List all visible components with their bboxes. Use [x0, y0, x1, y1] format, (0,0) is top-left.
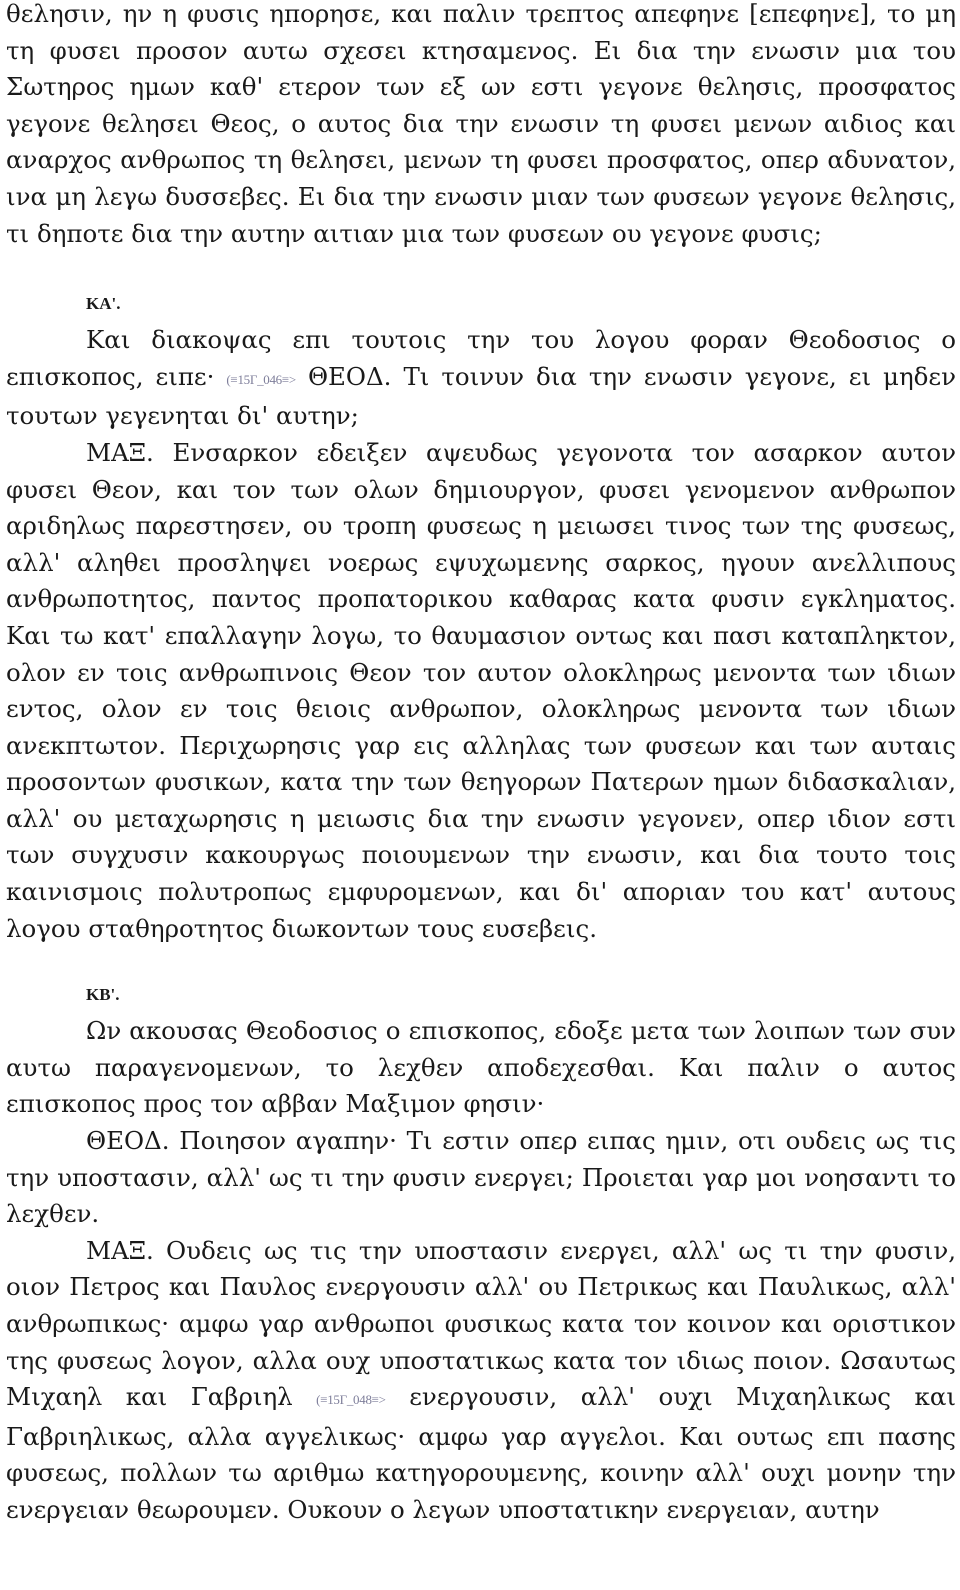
page-marker: (≡15Γ_046≡>	[226, 371, 296, 387]
page-marker: (≡15Γ_048≡>	[316, 1392, 386, 1408]
paragraph-theodosius-accepts: Ων ακουσας Θεοδοσιος ο επισκοπος, εδοξε μετα των λοιπων των συν αυτω παραγενομενων, το λεχθεν αποδεχεσθαι. Και παλιν ο αυτος επισκοπος προς τον αββαν Μαξιμον φησιν·	[6, 1016, 956, 1119]
paragraph-theodosius-asks: ΘΕΟΔ. Ποιησον αγαπην· Τι εστιν οπερ ειπας ημιν, οτι ουδεις ως τις την υποστασιν, αλλ' ως τι την φυσιν ενεργει; Προιεται γαρ μοι νοησαντι το λεχθεν.	[6, 1126, 956, 1229]
paragraph-continuation: θελησιν, ην η φυσις ηπορησε, και παλιν τρεπτος απεφηνε [επεφηνε], το μη τη φυσει προσον αυτω σχεσει κτησαμενος. Ει δια την ενωσιν μια του Σωτηρος ημων καθ' ετερον των εξ ων εστι γεγονε θελησις, προσφατος γεγονε θελησει Θεος, ο αυτος δια την ενωσιν τη φυσει μενων αιδιος και αναρχος ανθρωπος τη θελησει, μενων τη φυσει προσφατος, οπερ αδυνατον, ινα μη λεγω δυσσεβες. Ει δια την ενωσιν μιαν των φυσεων γεγονε θελησις, τι δηποτε δια την αυτην αιτιαν μια των φυσεων ου γεγονε φυσις;	[6, 0, 956, 248]
section-heading-kb: ΚΒ'.	[86, 985, 120, 1005]
paragraph-text: Και διακοψας επι τουτοις την του λογου φοραν Θεοδοσιος ο επισκοπος, ειπε·	[6, 325, 956, 391]
paragraph-text: ενεργουσιν, αλλ' ουχι Μιχαηλικως και Γαβριηλικως, αλλα αγγελικως· αμφω γαρ αγγελοι. Και ουτως επι πασης φυσεως, πολλων τω αριθμω κατηγορουμενης, κοινην αλλ' ουχι μονην την ενεργειαν θεωρουμεν. Ουκουν ο λεγων υποστατικην ενεργειαν, αυτην	[6, 1382, 956, 1524]
section-spacer	[6, 947, 956, 977]
section-spacer	[6, 252, 956, 286]
paragraph-maximus-reply: ΜΑΞ. Ενσαρκον εδειξεν αψευδως γεγονοτα τον ασαρκον αυτον φυσει Θεον, και τον των ολων δημιουργον, φυσει γενομενον ανθρωπον αριδηλως παρεστησεν, ου τροπη φυσεως η μειωσει τινος των της φυσεως, αλλ' αληθει προσληψει νοερως εψυχωμενης σαρκος, ηγουν ανελλιπους ανθρωποτητος, παντος προπατορικου καθαρας κατα φυσιν εγκληματος. Και τω κατ' επαλλαγην λογω, το θαυμασιον οντως και πασι καταπληκτον, ολον εν τοις ανθρωπινοις Θεον τον αυτον ολοκληρως μενοντα των ιδιων εντος, ολον εν τοις θειοις ανθρωπον, ολοκληρως μενοντα των ιδιων ανεκπτωτον. Περιχωρησις γαρ εις αλληλας των φυσεων και των αυταις προσοντων φυσικων, κατα την των θεηγορων Πατερων ημων διδασκαλιαν, αλλ' ου μεταχωρησις η μειωσις δια την ενωσιν γεγονεν, οπερ ιδιον εστι των συγχυσιν κακουργως ποιουμενων την ενωσιν, και δια τουτο τοις καινισμοις πολυτροπως εμφυρομενων, και δι' αποριαν του κατ' αυτους λογου σταθηροτητος διωκοντων τους ευσεβεις.	[6, 437, 956, 943]
section-heading-ka: ΚΑ'.	[86, 294, 121, 314]
document-page	[6, 0, 956, 1529]
paragraph-maximus-explains	[6, 1233, 956, 1529]
paragraph-theodosius-interrupts	[6, 322, 956, 435]
paragraph-text: ΜΑΞ. Ουδεις ως τις την υποστασιν ενεργει, αλλ' ως τι την φυσιν, οιον Πετρος και Παυλος ενεργουσιν αλλ' ου Πετρικως και Παυλικως, αλλ' ανθρωπικως· αμφω γαρ ανθρωποι φυσικως κατα τον κοινον και οριστικον της φυσεως λογον, αλλα ουχ υποστατικως κατα τον ιδιως ποιον. Ωσαυτως Μιχαηλ και Γαβριηλ	[6, 1235, 956, 1412]
paragraph-text: ΘΕΟΔ. Τι τοινυν δια την ενωσιν γεγονε, ει μηδεν τουτων γεγενηται δι' αυτην;	[6, 361, 956, 431]
